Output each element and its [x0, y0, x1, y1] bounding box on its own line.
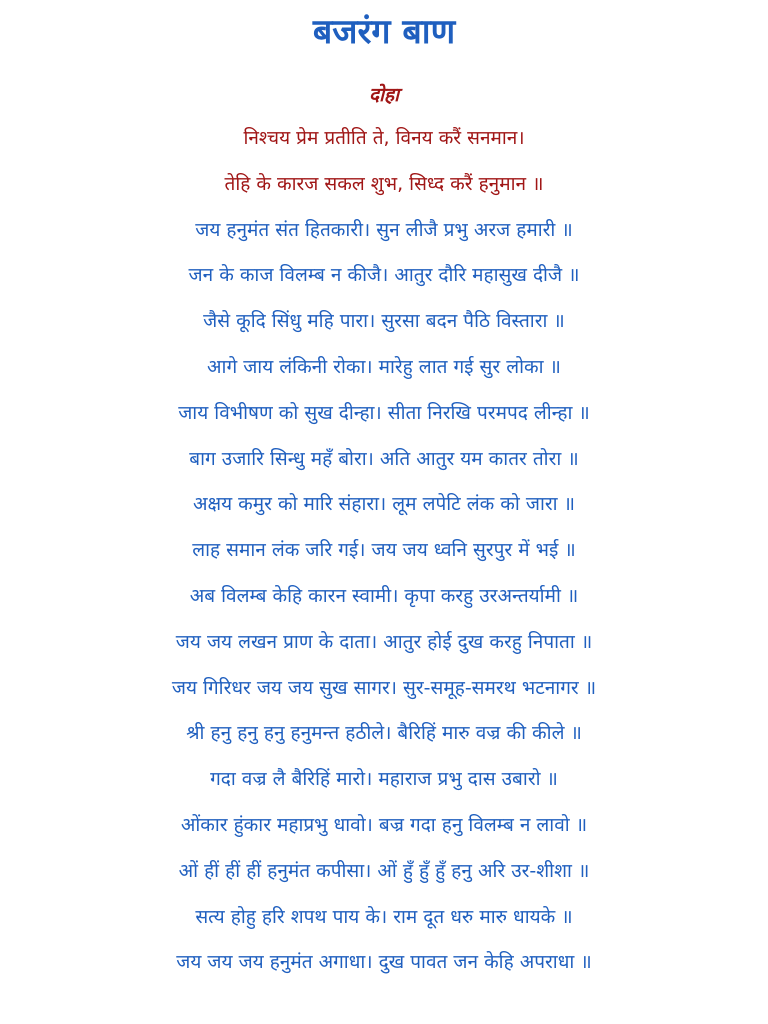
verse-list — [0, 116, 768, 986]
chaupai-line: जाय विभीषण को सुख दीन्हा। सीता निरखि परमपद लीन्हा ॥ — [178, 401, 590, 424]
chaupai-line: ओं हीं हीं हीं हनुमंत कपीसा। ओं हुँ हुँ हुँ हनु अरि उर-शीशा ॥ — [178, 859, 590, 882]
chaupai-line: गदा वज्र लै बैरिहिं मारो। महाराज प्रभु दास उबारो ॥ — [210, 768, 558, 791]
chaupai-line: लाह समान लंक जरि गई। जय जय ध्वनि सुरपुर में भई ॥ — [192, 539, 576, 562]
doha-line: निश्चय प्रेम प्रतीति ते, विनय करैं सनमान। — [243, 127, 525, 149]
doha-line: तेहि के कारज सकल शुभ, सिध्द करैं हनुमान ॥ — [224, 172, 544, 195]
chaupai-line: श्री हनु हनु हनु हनुमन्त हठीले। बैरिहिं मारु वज्र की कीले ॥ — [186, 722, 582, 745]
chaupai-line: आगे जाय लंकिनी रोका। मारेहु लात गई सुर लोका ॥ — [207, 355, 561, 378]
chaupai-line: जैसे कूदि सिंधु महि पारा। सुरसा बदन पैठि विस्तारा ॥ — [203, 310, 565, 333]
chaupai-line: जय गिरिधर जय जय सुख सागर। सुर-समूह-समरथ भटनागर ॥ — [171, 676, 597, 699]
chaupai-line: बाग उजारि सिन्धु महँ बोरा। अति आतुर यम कातर तोरा ॥ — [189, 447, 579, 470]
chaupai-line: अब विलम्ब केहि कारन स्वामी। कृपा करहु उरअन्तर्यामी ॥ — [189, 584, 579, 607]
chaupai-line: जन के काज विलम्ब न कीजै। आतुर दौरि महासुख दीजै ॥ — [188, 264, 580, 287]
chaupai-line: अक्षय कमुर को मारि संहारा। लूम लपेटि लंक को जारा ॥ — [192, 493, 575, 516]
chaupai-line: ओंकार हुंकार महाप्रभु धावो। बज्र गदा हनु विलम्ब न लावो ॥ — [180, 813, 588, 836]
page-title: बजरंग बाण — [312, 12, 456, 52]
chaupai-line: जय जय जय हनुमंत अगाधा। दुख पावत जन केहि अपराधा ॥ — [176, 951, 592, 974]
chaupai-line: सत्य होहु हरि शपथ पाय के। राम दूत धरु मारु धायके ॥ — [195, 905, 573, 928]
chaupai-line: जय जय लखन प्राण के दाता। आतुर होई दुख करहु निपाता ॥ — [175, 630, 593, 653]
section-heading-doha: दोहा — [368, 84, 400, 106]
chaupai-line: जय हनुमंत संत हितकारी। सुन लीजै प्रभु अरज हमारी ॥ — [195, 218, 573, 241]
